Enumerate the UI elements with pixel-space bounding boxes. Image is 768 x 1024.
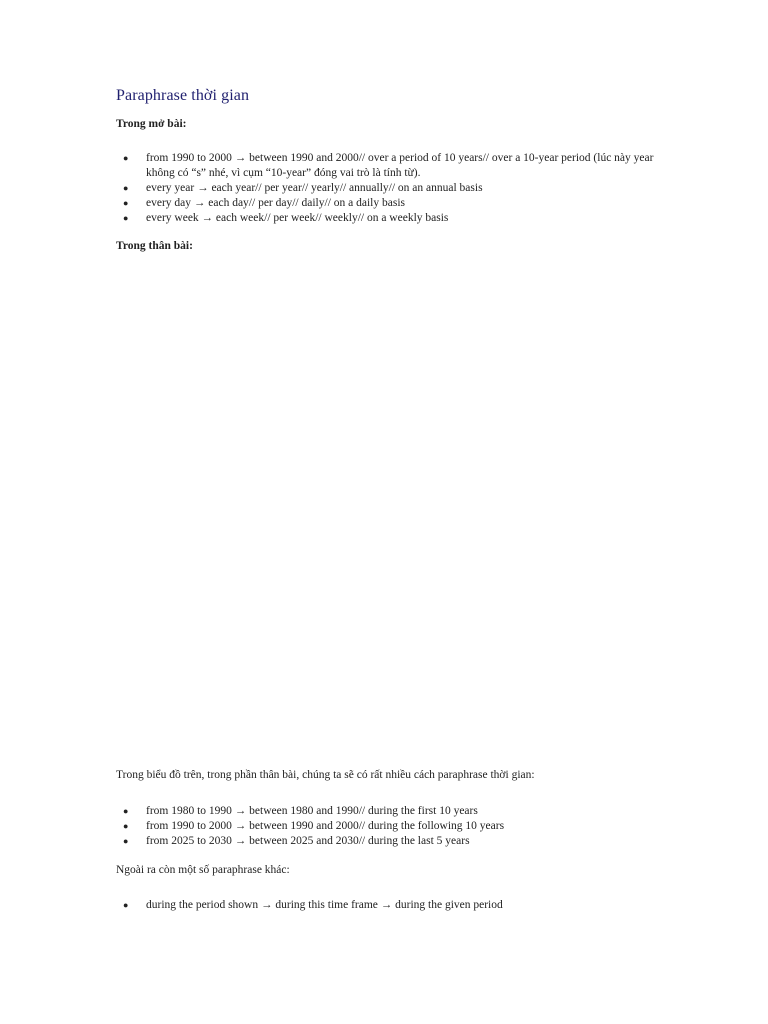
bullet-icon: ●: [123, 821, 129, 831]
list-item: [0, 834, 768, 849]
list-item: [0, 151, 768, 181]
list-item-text: from 1990 to 2000 → between 1990 and 2000// during the following 10 years: [146, 820, 505, 832]
bullet-icon: ●: [123, 900, 129, 910]
bullet-icon: ●: [123, 183, 129, 193]
list-item: [0, 898, 768, 913]
list-item-text: during the period shown → during this time frame → during the given period: [146, 899, 503, 911]
list-item-text: from 2025 to 2030 → between 2025 and 2030// during the last 5 years: [146, 835, 470, 847]
body-list: [0, 804, 768, 849]
bullet-icon: ●: [123, 213, 129, 223]
intro-heading: Trong mở bài:: [116, 118, 187, 130]
other-paragraph: Ngoài ra còn một số paraphrase khác:: [116, 864, 290, 876]
body-paragraph: Trong biểu đồ trên, trong phần thân bài, chúng ta sẽ có rất nhiều cách paraphrase thời gian:: [116, 769, 535, 781]
bullet-icon: ●: [123, 198, 129, 208]
list-item-text: from 1990 to 2000 → between 1990 and 2000// over a period of 10 years// over a 10-year period (lúc này year không có “s” nhé, vì cụm “10-year” đóng vai trò là tính từ).: [146, 152, 654, 179]
bullet-icon: ●: [123, 836, 129, 846]
list-item: [0, 819, 768, 834]
other-list: [0, 898, 768, 913]
list-item-text: every week → each week// per week// weekly// on a weekly basis: [146, 212, 449, 224]
list-item: [0, 211, 768, 226]
body-heading: Trong thân bài:: [116, 240, 193, 252]
list-item-text: every year → each year// per year// yearly// annually// on an annual basis: [146, 182, 483, 194]
list-item: [0, 804, 768, 819]
page-title: Paraphrase thời gian: [116, 87, 250, 104]
intro-list: [0, 151, 768, 226]
bullet-icon: ●: [123, 806, 129, 816]
bullet-icon: ●: [123, 153, 129, 163]
list-item: [0, 196, 768, 211]
list-item: [0, 181, 768, 196]
list-item-text: every day → each day// per day// daily// on a daily basis: [146, 197, 405, 209]
list-item-text: from 1980 to 1990 → between 1980 and 1990// during the first 10 years: [146, 805, 478, 817]
